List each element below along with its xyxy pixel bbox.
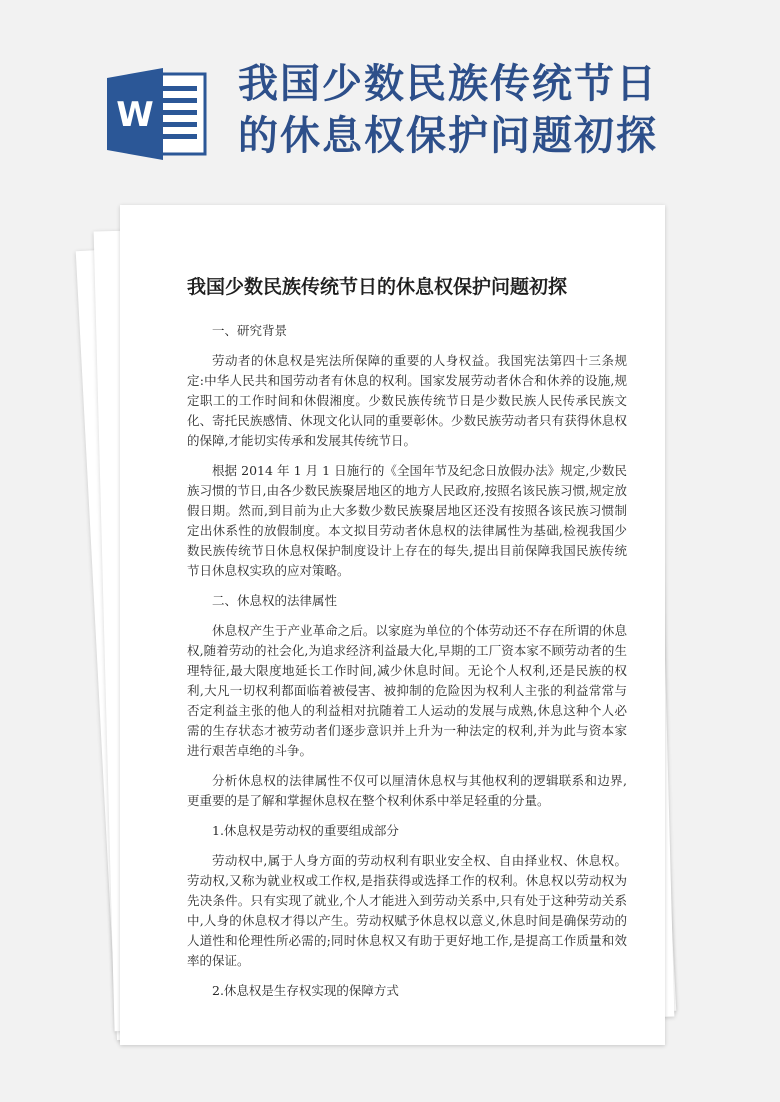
paragraph: 劳动权中,属于人身方面的劳动权利有职业安全权、自由择业权、休息权。劳动权,又称为就业权或工作权,是指获得或选择工作的权利。休息权以劳动权为先决条件。只有实现了就业,个人才能进入到劳动关系中,只有处于这种劳动关系中,人身的休息权才得以产生。劳动权赋予休息权以意义,休息时间是确保劳动的人道性和伦理性所必需的;同时休息权又有助于更好地工作,是提高工作质量和效率的保证。 bbox=[187, 853, 627, 968]
section-heading: 1.休息权是劳动权的重要组成部分 bbox=[212, 823, 399, 838]
section-heading: 二、休息权的法律属性 bbox=[212, 593, 338, 608]
document-blocks bbox=[187, 321, 627, 999]
paragraph: 休息权产生于产业革命之后。以家庭为单位的个体劳动还不存在所谓的休息权,随着劳动的社会化,为追求经济利益最大化,早期的工厂资本家不顾劳动者的生理特征,最大限度地延长工作时间,减少休息时间。无论个人权利,还是民族的权利,大凡一切权利都面临着被侵害、被抑制的危险因为权利人主张的利益常常与否定利益主张的他人的利益相对抗随着工人运动的发展与成熟,休息这种个人必需的生存状态才被劳动者们逐步意识并上升为一种法定的权利,并为此与资本家进行艰苦卓绝的斗争。 bbox=[187, 623, 627, 758]
document-body bbox=[187, 272, 627, 1011]
banner-title-line-1: 我国少数民族传统节日 bbox=[238, 60, 658, 107]
paragraph: 根据 2014 年 1 月 1 日施行的《全国年节及纪念日放假办法》规定,少数民族习惯的节日,由各少数民族聚居地区的地方人民政府,按照名该民族习惯,规定放假日期。然而,到目前为止大多数少数民族聚居地区还没有按照各该民族习惯制定出休系性的放假制度。本文拟目劳动者休息权的法律属性为基础,检视我国少数民族传统节日休息权保护制度设计上存在的每失,提出目前保障我国民族传统节日休息权实玖的应对策略。 bbox=[187, 463, 627, 578]
word-icon-letter: W bbox=[116, 95, 154, 135]
section-heading: 一、研究背景 bbox=[212, 323, 288, 338]
word-document-icon bbox=[107, 68, 209, 160]
paragraph: 分析休息权的法律属性不仅可以厘清休息权与其他权利的逻辑联系和边界,更重要的是了解和掌握休息权在整个权利休系中举足轻重的分量。 bbox=[187, 773, 627, 808]
paragraph: 劳动者的休息权是宪法所保障的重要的人身权益。我国宪法第四十三条规定:中华人民共和国劳动者有休息的权利。国家发展劳动者休合和休养的设施,规定职工的工作时间和休假湘度。少数民族传统节日是少数民族人民传承民族文化、寄托民族感情、休现文化认同的重要彰休。少数民族劳动者只有获得休息权的保障,才能切实传承和发展其传统节日。 bbox=[187, 353, 627, 448]
banner-title-line-2: 的休息权保护问题初探 bbox=[238, 112, 658, 159]
banner-title bbox=[238, 58, 758, 162]
section-heading: 2.休息权是生存权实现的保障方式 bbox=[212, 983, 399, 998]
document-title: 我国少数民族传统节日的休息权保护问题初探 bbox=[187, 276, 568, 298]
